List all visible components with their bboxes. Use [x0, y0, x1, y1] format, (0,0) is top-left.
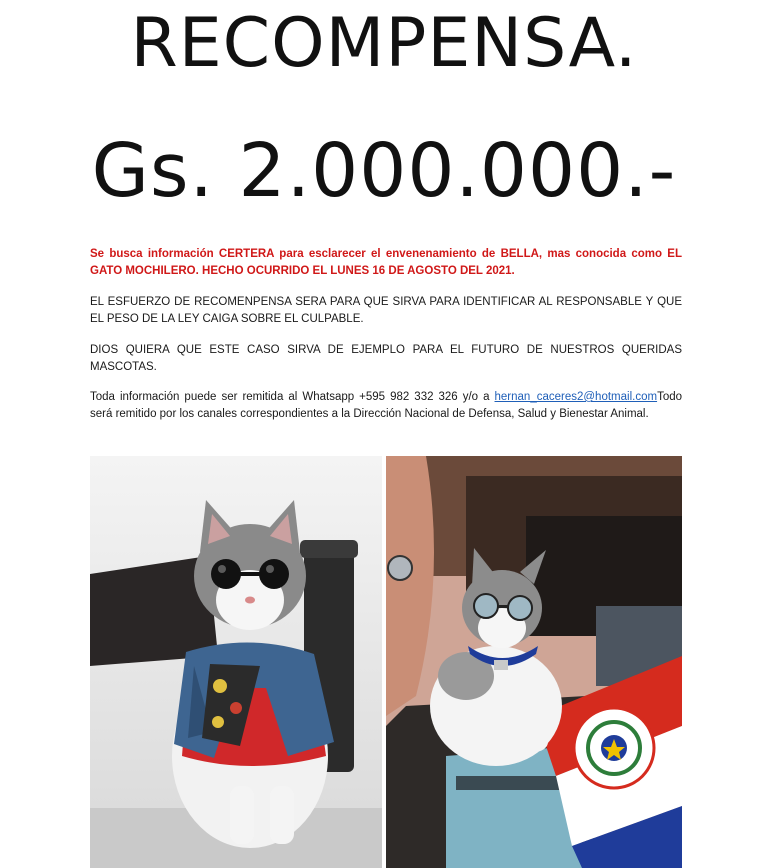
contact-info-text	[90, 389, 682, 423]
email-link[interactable]: hernan_caceres2@hotmail.com	[494, 391, 658, 403]
reward-title: RECOMPENSA.	[130, 4, 638, 83]
contact-info-start: Toda información puede ser remitida al Whatsapp +595 982 332 326 y/o a	[90, 391, 495, 403]
reward-amount: Gs. 2.000.000.-	[91, 128, 677, 214]
cat-photo-vest	[90, 456, 382, 868]
example-wish-text: DIOS QUIERA QUE ESTE CASO SIRVA DE EJEMPLO PARA EL FUTURO DE NUESTROS QUERIDAS MASCOTAS.	[90, 344, 682, 373]
contact-info-end: Todo será remitido por los canales correspondientes a la Dirección Nacional de Defensa, Salud y Bienestar Animal.	[90, 391, 682, 420]
reward-purpose-text: EL ESFUERZO DE RECOMENPENSA SERA PARA QUE SIRVA PARA IDENTIFICAR AL RESPONSABLE Y QUE EL PESO DE LA LEY CAIGA SOBRE EL CULPABLE.	[90, 296, 682, 325]
search-notice: Se busca información CERTERA para esclarecer el envenenamiento de BELLA, mas conocida como EL GATO MOCHILERO. HECHO OCURRIDO EL LUNES 16 DE AGOSTO DEL 2021.	[90, 248, 682, 277]
cat-photo-flag	[386, 456, 682, 868]
